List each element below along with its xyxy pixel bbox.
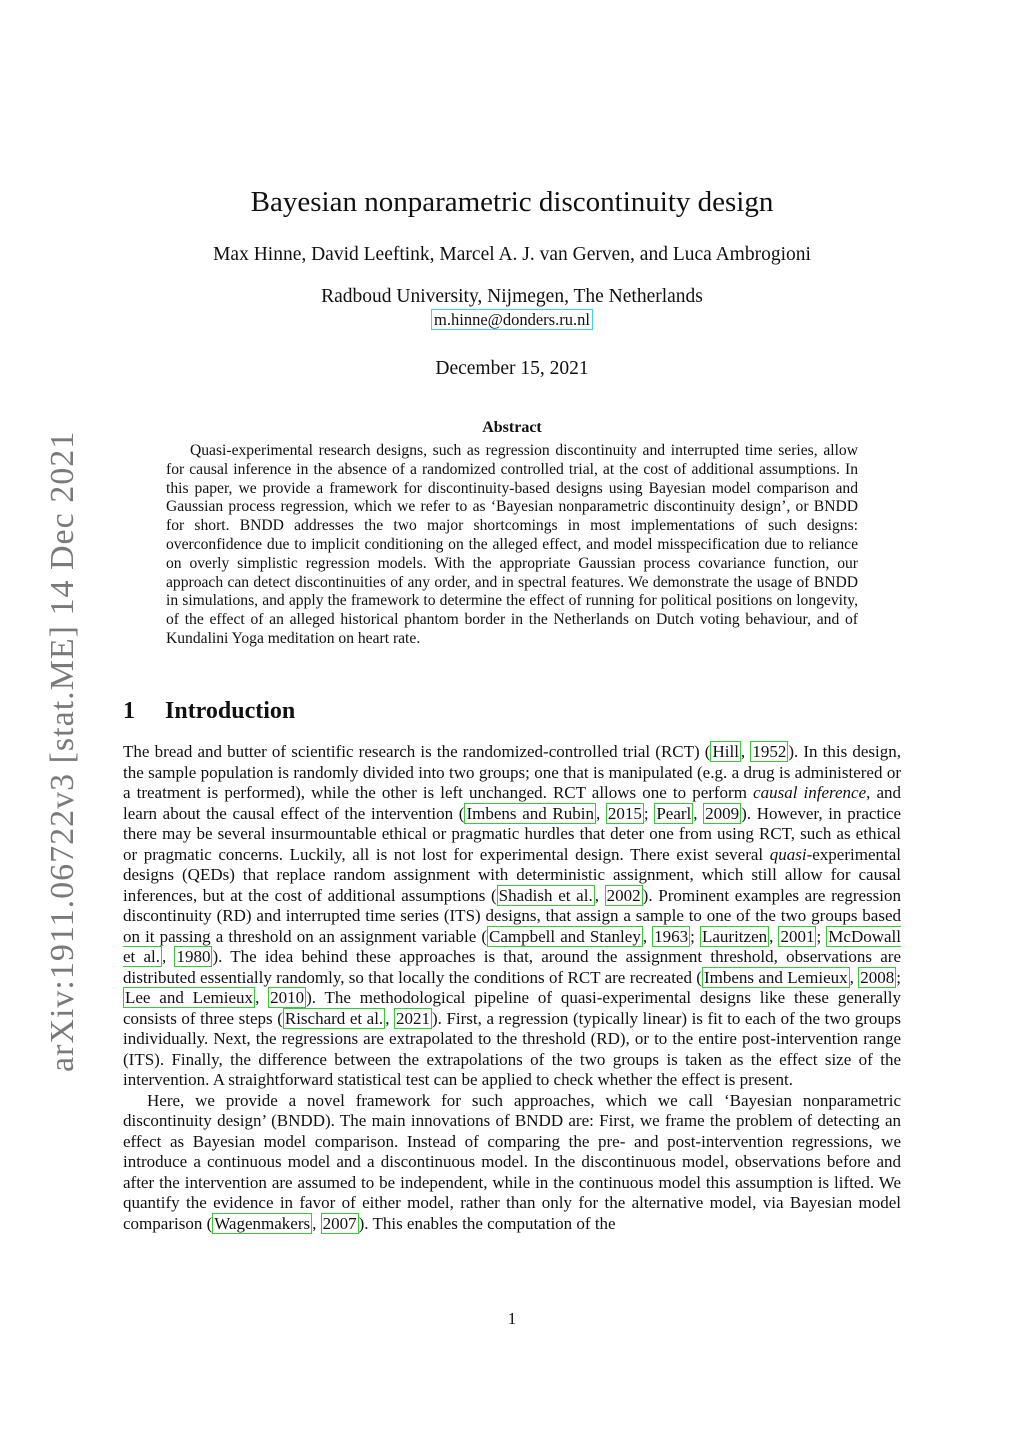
citation-link[interactable]: 1952 xyxy=(752,742,787,761)
author-list: Max Hinne, David Leeftink, Marcel A. J. van Gerven, and Luca Ambrogioni xyxy=(213,244,811,265)
arxiv-identifier-stamp: arXiv:1911.06722v3 [stat.ME] 14 Dec 2021 xyxy=(44,430,81,1072)
citation-link[interactable]: Pearl xyxy=(656,803,692,823)
email-link[interactable]: m.hinne@donders.ru.nl xyxy=(431,309,593,330)
body-text xyxy=(123,742,901,1234)
abstract-heading: Abstract xyxy=(482,419,542,436)
publication-date: December 15, 2021 xyxy=(435,358,589,379)
citation-link[interactable]: Rischard et al. xyxy=(284,1008,384,1028)
citation-link[interactable]: 2007 xyxy=(322,1213,357,1233)
citation-link[interactable]: Imbens and Rubin xyxy=(466,803,594,823)
page-number: 1 xyxy=(507,1309,517,1328)
citation-link[interactable]: 2002 xyxy=(606,885,641,905)
citation-link[interactable]: 2015 xyxy=(607,803,642,823)
citation-link[interactable]: Campbell and Stanley xyxy=(489,926,641,946)
citation-link[interactable]: Hill xyxy=(712,742,739,761)
citation-link[interactable]: 1963 xyxy=(654,926,689,946)
citation-link[interactable]: Lauritzen xyxy=(701,926,768,946)
citation-link[interactable]: Shadish et al. xyxy=(498,885,593,905)
citation-link[interactable]: Wagenmakers xyxy=(214,1213,311,1233)
affiliation: Radboud University, Nijmegen, The Netherlands xyxy=(321,286,703,307)
citation-link[interactable]: 1980 xyxy=(176,947,211,966)
citation-link[interactable]: McDowall et al. xyxy=(123,926,901,966)
paragraph-2: Here, we provide a novel framework for such approaches, which we call ‘Bayesian nonparametric discontinuity design’ (BNDD). The main innovations of BNDD are: First, we frame the problem of detecting an effect as Bayesian model comparison. Instead of comparing the pre- and post-intervention regressions, we introduce a continuous model and a discontinuous model. In the discontinuous model, observations before and after the intervention are assumed to be independent, while in the continuous model this assumption is lifted. We quantify the evidence in favor of either model, rather than only for the alternative model, via Bayesian model comparison ( Wagenmakers , 2007 ). This enables the computation of the xyxy=(123,1090,901,1233)
paragraph-1: The bread and butter of scientific research is the randomized-controlled trial (RCT) ( Hill , 1952 ). In this design, the sample population is randomly divided into two groups; one that is manipulated (e.g. a drug is administered or a treatment is performed), while the other is left unchanged. RCT allows one to perform causal inference, and learn about the causal effect of the intervention ( Imbens and Rubin , 2015 ; Pearl , 2009 ). However, in practice there may be several insurmountable ethical or pragmatic hurdles that deter one from using RCT, such as ethical or pragmatic concerns. Luckily, all is not lost for experimental design. There exist several quasi-experimental designs (QEDs) that replace random assignment with deterministic assignment, which still allow for causal inferences, but at the cost of additional assumptions ( Shadish et al. , 2002 ). Prominent examples are regression discontinuity (RD) and interrupted time series (ITS) designs, that assign a sample to one of the two groups based on it passing a threshold on an assignment variable ( Campbell and Stanley , 1963 ; Lauritzen , 2001 ; McDowall et al. , 1980 ). The idea behind these approaches is that, around the assignment threshold, observations are distributed essentially randomly, so that locally the conditions of RCT are recreated ( Imbens and Lemieux , 2008 ; Lee and Lemieux , 2010 ). The methodological pipeline of quasi-experimental designs like these generally consists of three steps ( Rischard et al. , 2021 ). First, a regression (typically linear) is fit to each of the two groups individually. Next, the regressions are extrapolated to the threshold (RD), or to the entire post-intervention range (ITS). Finally, the difference between the extrapolations of the two groups is taken as the effect size of the intervention. A straightforward statistical test can be applied to check whether the effect is present. xyxy=(123,742,902,1089)
section-heading xyxy=(123,698,295,725)
citation-link[interactable]: 2010 xyxy=(270,988,305,1007)
citation-link[interactable]: Imbens and Lemieux xyxy=(703,967,848,987)
section-title: Introduction xyxy=(165,698,296,724)
paper-title: Bayesian nonparametric discontinuity design xyxy=(250,186,774,218)
section-number: 1 xyxy=(123,698,135,724)
citation-link[interactable]: 2021 xyxy=(396,1008,430,1028)
citation-link[interactable]: 2001 xyxy=(780,926,815,946)
abstract-text: Quasi-experimental research designs, such as regression discontinuity and interrupted time series, allow for causal inference in the absence of a randomized controlled trial, at the cost of additional assumptions. In this paper, we provide a framework for discontinuity-based designs using Bayesian model comparison and Gaussian process regression, which we refer to as ‘Bayesian nonparametric discontinuity design’, or BNDD for short. BNDD addresses the two major shortcomings in most implementations of such designs: overconfidence due to implicit conditioning on the alleged effect, and model misspecification due to reliance on overly simplistic regression models. With the appropriate Gaussian process covariance function, our approach can detect discontinuities of any order, and in spectral features. We demonstrate the usage of BNDD in simulations, and apply the framework to determine the effect of running for political positions on longevity, of the effect of an alleged historical phantom border in the Netherlands on Dutch voting behaviour, and of Kundalini Yoga meditation on heart rate. xyxy=(166,442,858,647)
citation-link[interactable]: 2009 xyxy=(705,803,740,823)
email-container xyxy=(0,310,1024,330)
citation-link[interactable]: Lee and Lemieux xyxy=(125,988,254,1007)
citation-link[interactable]: 2008 xyxy=(860,967,895,987)
